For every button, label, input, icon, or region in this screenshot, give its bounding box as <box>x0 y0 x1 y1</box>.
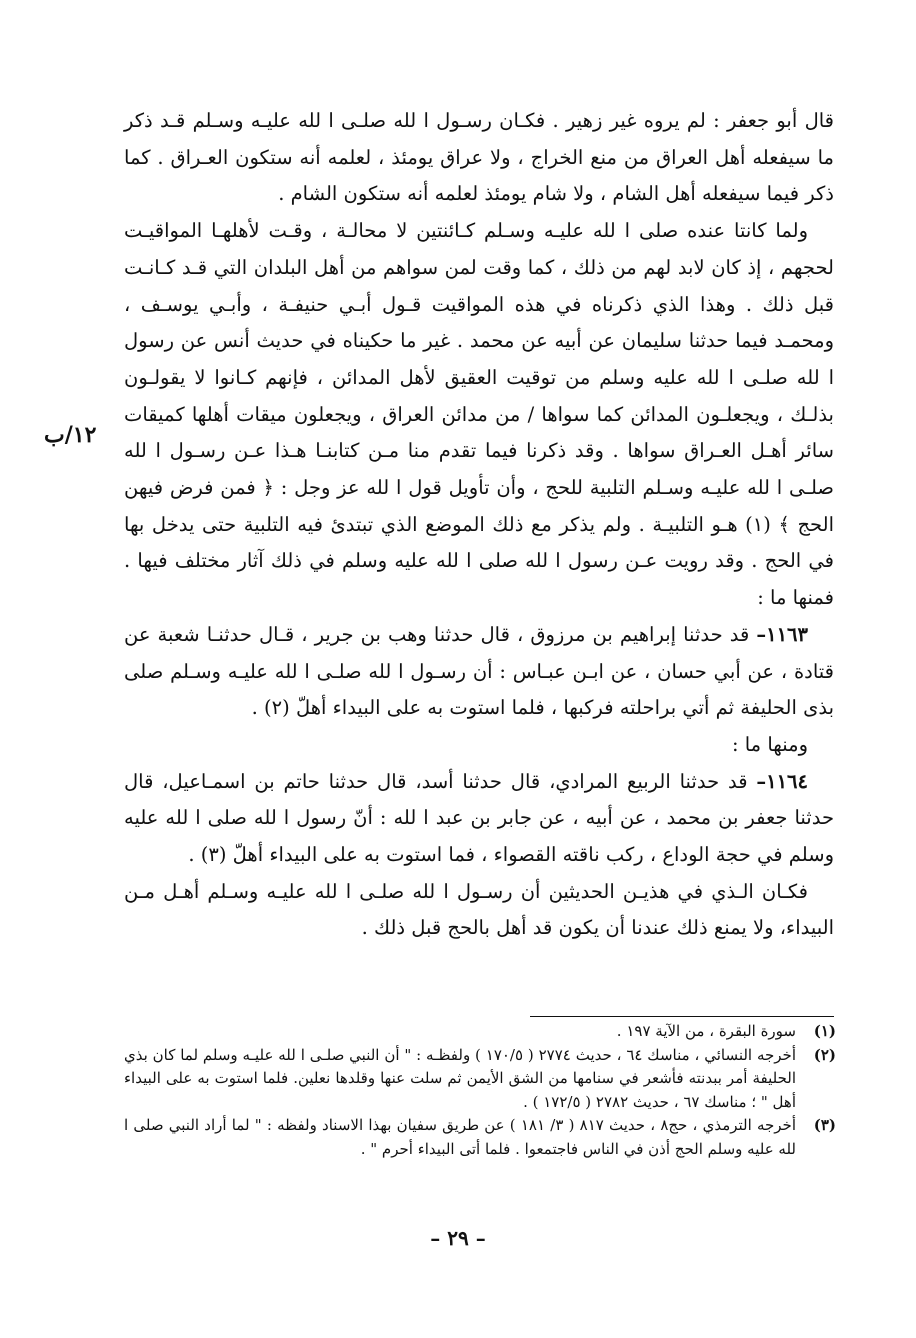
hadith-number: ١١٦٤– <box>756 769 808 793</box>
paragraph-1: قال أبو جعفر : لم يروه غير زهير . فكـان رسـول ا لله صلـى ا لله عليـه وسـلم قـد ذكر ما سيفعله أهل العراق من منع الخراج ، ولا عراق يومئذ ، لعلمه أنه ستكون العـراق . كما ذكر فيما سيفعله أهل الشام ، ولا شام يومئذ لعلمه أنه ستكون الشام . <box>124 109 834 206</box>
footnote <box>124 1020 836 1044</box>
and-of-them-line: ومنها ما : <box>731 732 808 756</box>
manuscript-folio-marker: ١٢/ب <box>44 422 97 448</box>
footnote-number: (٣) <box>813 1116 836 1134</box>
hadith-text: قد حدثنا إبراهيم بن مرزوق ، قال حدثنا وهب بن جرير ، قـال حدثنـا شعبة عن قتادة ، عن أبي حسان ، عن ابـن عبـاس : أن رسـول ا لله صلـى ا لله عليـه وسـلم صلى بذى الحليفة ثم أتي براحلته فركبها ، فلما استوت به على البيداء أهلّ (٢) . <box>124 622 834 720</box>
page-number: – ٢٩ – <box>430 1226 486 1250</box>
footnote-number: (١) <box>813 1022 836 1040</box>
hadith-1164 <box>124 764 834 874</box>
footnote-text: أخرجه النسائي ، مناسك ٦٤ ، حديث ٢٧٧٤ ( ١٧٠/٥ ) ولفظـه : " أن النبي صلـى ا لله عليـه وسلم لما كان بذي الحليفة أمر ببدنته فأشعر في سنامها من الشق الأيمن ثم سلت عنها وقلدها نعلين. فلما استوت به على البيداء أهل " ؛ مناسك ٦٧ ، حديث ٢٧٨٢ ( ١٧٢/٥ ) . <box>124 1045 796 1111</box>
paragraph-2: ولما كانتا عنده صلى ا لله عليـه وسـلم كـائنتين لا محالـة ، وقـت لأهلهـا المواقيـت لحجهم ، إذ كان لابد لهم من ذلك ، كما وقت لمن سواهم من أهل البلدان التي قـد كـانـت قبل ذلك . وهذا الذي ذكرناه في هذه المواقيت قـول أبـي حنيفـة ، وأبـي يوسـف ، ومحمـد فيما حدثنا سليمان عن أبيه عن محمد . غير ما حكيناه في حديث أنس عن رسول ا لله صلـى ا لله عليه وسلم من توقيت العقيق لأهل المدائن ، فإنهم كـانوا لا يقولـون بذلـك ، ويجعلـون المدائن كما سواها / من مدائن العراق ، ويجعلون ميقات أهلها كميقات سائر أهـل العـراق سواها . وقد ذكرنا فيما تقدم منا مـن كتابنـا هـذا عـن رسـول ا لله صلـى ا لله عليـه وسـلم التلبية للحج ، وأن تأويل قول ا لله عز وجل : ﴿ فمن فرض فيهن الحج ﴾ (١) هـو التلبيـة . ولم يذكر مع ذلك الموضع الذي تبتدئ فيه التلبية حتى يدخل بها في الحج . وقد رويت عـن رسول ا لله صلى ا لله عليه وسلم في ذلك آثار مختلف فيها . فمنها ما : <box>124 219 834 610</box>
footnote-text: سورة البقرة ، من الآية ١٩٧ . <box>616 1022 796 1040</box>
footnotes <box>124 1020 836 1161</box>
hadith-1163 <box>124 617 834 727</box>
footnote-divider <box>530 1016 834 1017</box>
hadith-number: ١١٦٣– <box>756 622 808 646</box>
footnote <box>124 1114 836 1161</box>
paragraph-last: فكـان الـذي في هذيـن الحديثين أن رسـول ا لله صلـى ا لله عليـه وسـلم أهـل مـن البيداء، ولا يمنع ذلك عندنا أن يكون قد أهل بالحج قبل ذلك . <box>124 879 834 940</box>
footnote-text: أخرجه الترمذي ، حج٨ ، حديث ٨١٧ ( ٣/ ١٨١ ) عن طريق سفيان بهذا الاسناد ولفظه : " لما أراد النبي صلى ا لله عليه وسلم الحج أذن في الناس فاجتمعوا . فلما أتى البيداء أحرم " . <box>124 1116 797 1158</box>
hadith-text: قد حدثنا الربيع المرادي، قال حدثنا أسد، قال حدثنا حاتم بن اسمـاعيل، قال حدثنا جعفر بن محمد ، عن أبيه ، عن جابر بن عبد ا لله : أنّ رسول ا لله صلى ا لله عليه وسلم في حجة الوداع ، ركب ناقته القصواء ، فما استوت به على البيداء أهلّ (٣) . <box>124 769 834 867</box>
main-text-block <box>124 103 834 947</box>
footnote-number: (٢) <box>813 1045 836 1064</box>
footnote <box>124 1044 836 1115</box>
